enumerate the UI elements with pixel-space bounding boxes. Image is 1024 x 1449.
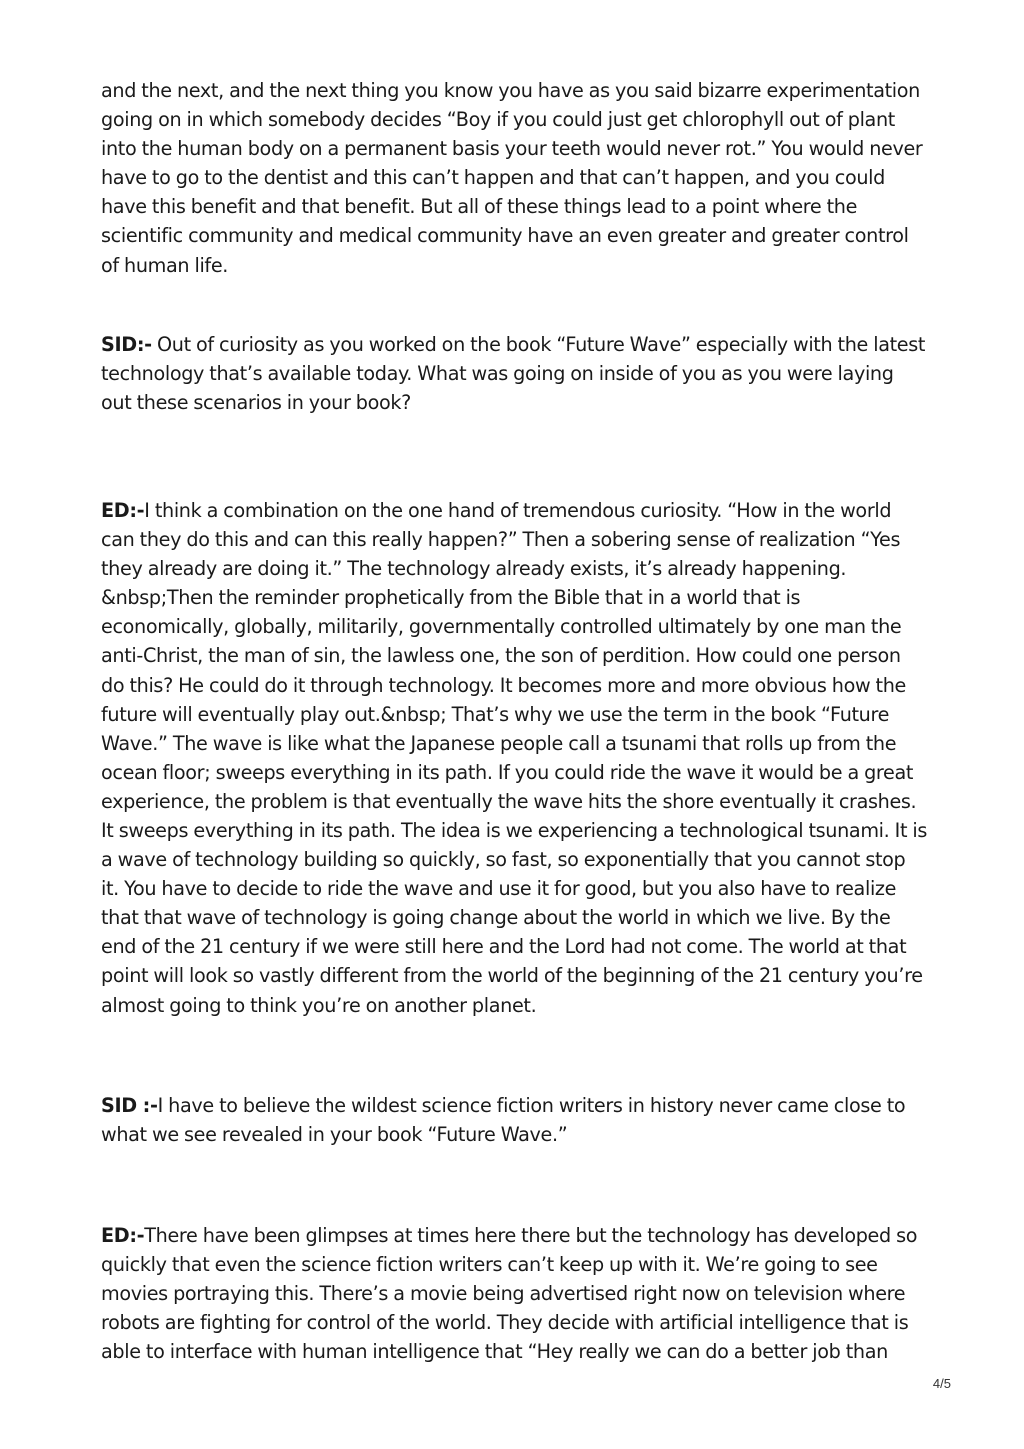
paragraph-ed-answer [101,1221,927,1366]
speaker-label: SID :- [101,1093,158,1117]
paragraph-text: I think a combination on the one hand of tremendous curiosity. “How in the world can they do this and can this really happen?” Then a sobering sense of realization “Yes they already are doing it.” The technology already exists, it’s already happening. &nbsp;Then the reminder prophetically from the Bible that in a world that is economically, globally, militarily, governmentally controlled ultimately by one man the anti-Christ, the man of sin, the lawless one, the son of perdition. How could one person do this? He could do it through technology. It becomes more and more obvious how the future will eventually play out.&nbsp; That’s why we use the term in the book “Future Wave.” The wave is like what the Japanese people call a tsunami that rolls up from the ocean floor; sweeps everything in its path. If you could ride the wave it would be a great experience, the problem is that eventually the wave hits the shore eventually it crashes. It sweeps everything in its path. The idea is we experiencing a technological tsunami. It is a wave of technology building so quickly, so fast, so exponentially that you cannot stop it. You have to decide to ride the wave and use it for good, but you also have to realize that that wave of technology is going change about the world in which we live. By the end of the 21 century if we were still here and the Lord had not come. The world at that point will look so vastly different from the world of the beginning of the 21 century you’re almost going to think you’re on another planet. [101,498,928,1017]
speaker-label: ED:- [101,498,145,522]
paragraph-text: I have to believe the wildest science fiction writers in history never came close to what we see revealed in your book “Future Wave.” [101,1093,906,1146]
speaker-label: SID:- [101,332,152,356]
paragraph-continuation [101,76,927,280]
paragraph-sid-question [101,330,927,417]
paragraph-ed-answer [101,496,927,1020]
paragraph-text: and the next, and the next thing you know you have as you said bizarre experimentation going on in which somebody decides “Boy if you could just get chlorophyll out of plant into the human body on a permanent basis your teeth would never rot.” You would never have to go to the dentist and this can’t happen and that can’t happen, and you could have this benefit and that benefit. But all of these things lead to a point where the scientific community and medical community have an even greater and greater control of human life. [101,79,923,277]
paragraph-text: Out of curiosity as you worked on the book “Future Wave” especially with the latest technology that’s available today. What was going on inside of you as you were laying out these scenarios in your book? [101,332,926,414]
speaker-label: ED:- [101,1223,145,1247]
document-body [101,76,927,1366]
paragraph-sid-comment [101,1091,927,1149]
page-number: 4/5 [932,1376,951,1391]
paragraph-text: There have been glimpses at times here there but the technology has developed so quickly that even the science fiction writers can’t keep up with it. We’re going to see movies portraying this. There’s a movie being advertised right now on television where robots are fighting for control of the world. They decide with artificial intelligence that is able to interface with human intelligence that “Hey really we can do a better job than [101,1223,918,1364]
